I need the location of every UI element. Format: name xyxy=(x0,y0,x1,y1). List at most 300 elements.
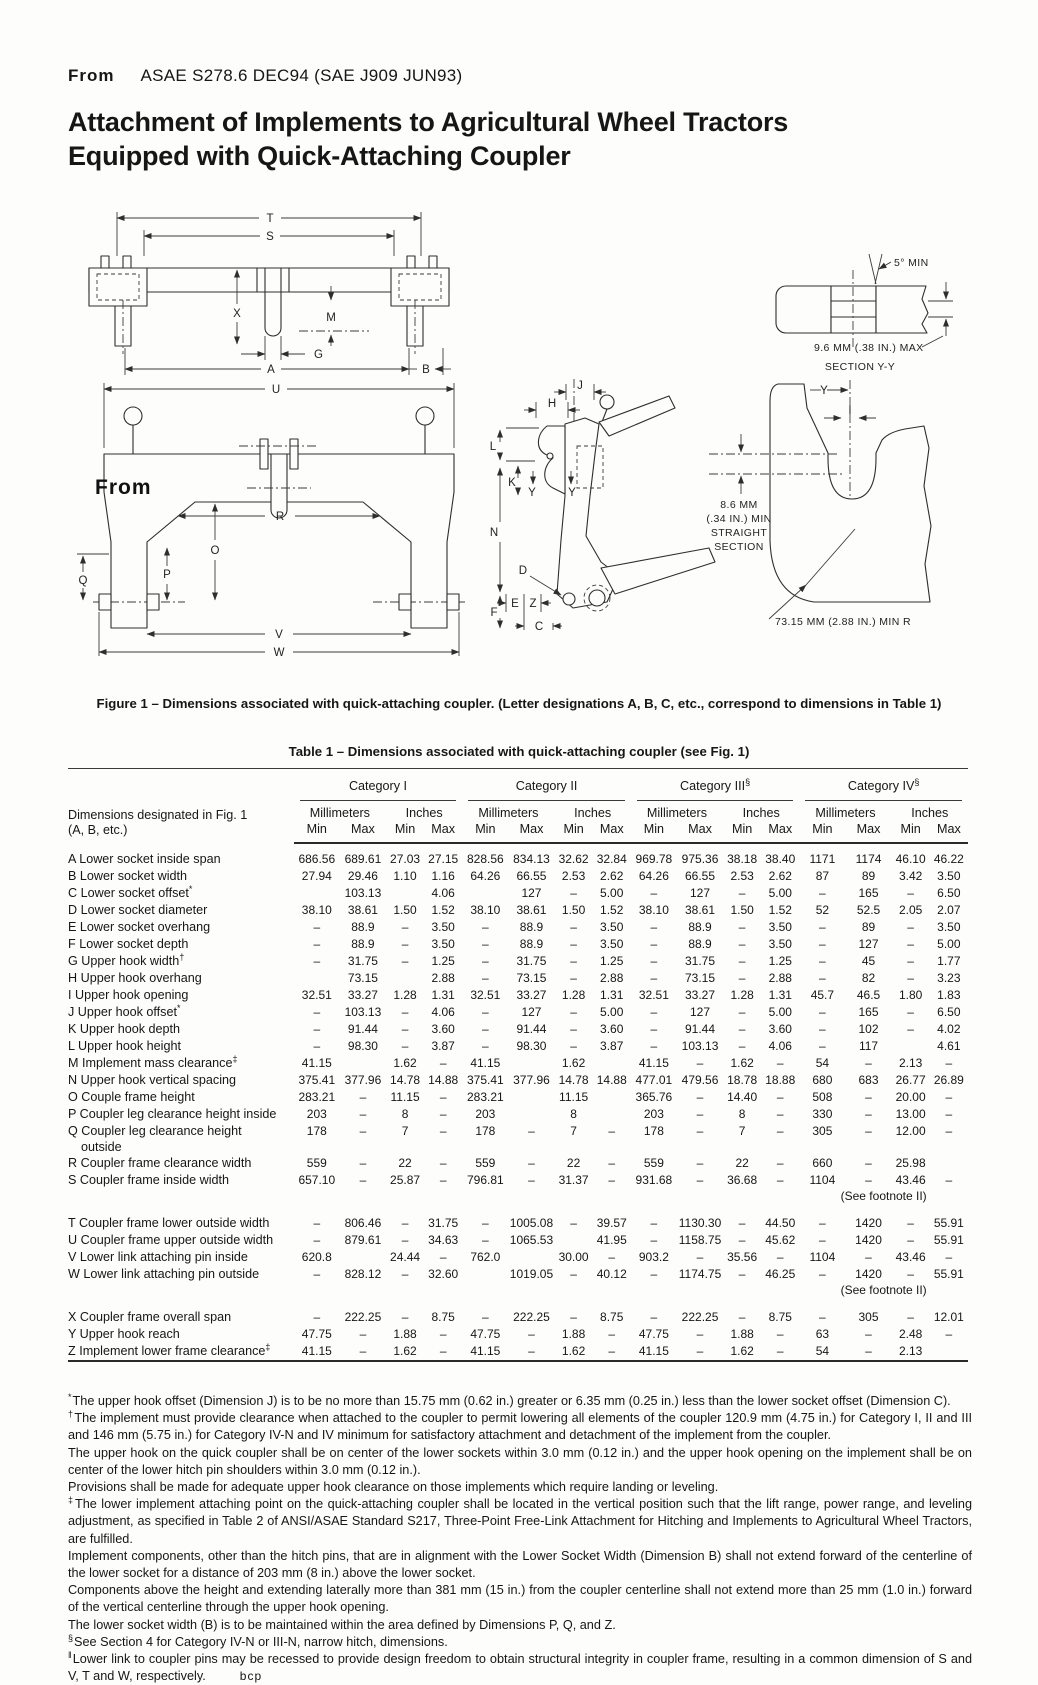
cell: 45.62 xyxy=(765,1233,796,1247)
cell: 5.00 xyxy=(600,1005,624,1019)
cell: 26.89 xyxy=(933,1073,964,1087)
cell: – xyxy=(439,1173,447,1187)
cell: 3.50 xyxy=(431,937,455,951)
cell: – xyxy=(401,1216,409,1230)
dim-label-K: K xyxy=(508,477,516,489)
cell: 32.62 xyxy=(558,852,589,866)
table-row xyxy=(68,1215,968,1232)
unit-header: Inches xyxy=(742,806,780,820)
cell: 2.53 xyxy=(561,869,586,883)
dim-label-H: H xyxy=(547,398,557,410)
cell: 127 xyxy=(690,886,711,900)
cell: 1.28 xyxy=(730,988,754,1002)
category-label: Category I xyxy=(300,779,457,801)
row-label: X Coupler frame overall span xyxy=(68,1310,232,1324)
row-label: I Upper hook opening xyxy=(68,988,189,1002)
cell: – xyxy=(650,971,658,985)
cell: 1.62 xyxy=(730,1344,754,1358)
cell: 88.9 xyxy=(351,920,375,934)
cell: 52.5 xyxy=(856,903,881,917)
cell: 828.56 xyxy=(466,852,504,866)
cell: 203 xyxy=(475,1107,496,1121)
row-label: J Upper hook offset* xyxy=(68,1004,181,1019)
cell: – xyxy=(439,1056,447,1070)
table-row xyxy=(68,1266,968,1283)
cell: 38.40 xyxy=(765,852,796,866)
spacer-cell xyxy=(68,1298,968,1309)
cell: – xyxy=(650,1267,658,1281)
cell: 6.50 xyxy=(937,886,961,900)
cell: 73.15 xyxy=(516,971,547,985)
cell: 73.15 xyxy=(347,971,378,985)
cell: 32.84 xyxy=(596,852,627,866)
cell: 25.98 xyxy=(895,1156,926,1170)
straight-section-line4: SECTION xyxy=(714,541,764,553)
cell: 3.42 xyxy=(898,869,923,883)
cell: 32.51 xyxy=(301,988,332,1002)
cell: 88.9 xyxy=(688,937,712,951)
table-row-continuation xyxy=(68,1140,968,1155)
cell: – xyxy=(907,1267,914,1281)
cell: 1174 xyxy=(855,852,882,866)
cell: – xyxy=(608,1124,616,1138)
cell: – xyxy=(608,1344,616,1358)
cell: 3.87 xyxy=(431,1039,455,1053)
source-line xyxy=(68,66,463,86)
table-note-row xyxy=(68,1283,968,1298)
footnote: ‡The lower implement attaching point on the quick-attaching coupler shall be located in the vertical position such that the lift range, power range, and leveling adjustment, as specified in Table 2 of ANSI/ASAE Standard S217, Three-Point Free-Link Attachment for Hitching and Implements to Agricultural Wheel Tractors, are fulfilled. xyxy=(68,1494,972,1546)
cell: 3.50 xyxy=(768,937,792,951)
footnote: †The implement must provide clearance when attached to the coupler to permit lowering all elements of the coupler 120.9 mm (4.75 in.) for Category I, II and III and 146 mm (5.75 in.) for Category IV-N and IV minimum for satisfactory attachment and detachment of the implement from the coupler. xyxy=(68,1408,972,1443)
cell: 32.51 xyxy=(638,988,669,1002)
minmax-header: Max xyxy=(340,820,386,843)
cell: – xyxy=(359,1107,367,1121)
cell: 14.40 xyxy=(727,1090,758,1104)
dim-label-U: U xyxy=(271,384,281,396)
cell: 31.75 xyxy=(428,1216,459,1230)
straight-section-line1: 8.6 MM xyxy=(720,499,758,511)
cell: 31.75 xyxy=(516,954,547,968)
row-label: K Upper hook depth xyxy=(68,1022,181,1036)
cell: 1420 xyxy=(855,1267,882,1281)
cell xyxy=(462,885,508,902)
cell: 12.01 xyxy=(933,1310,964,1324)
cell: – xyxy=(907,1310,914,1324)
cell: 4.61 xyxy=(937,1039,961,1053)
cell: – xyxy=(776,1090,784,1104)
cell: 7 xyxy=(401,1124,409,1138)
table-note: (See footnote II) xyxy=(840,1283,927,1297)
cell: 44.50 xyxy=(765,1216,796,1230)
dim-label-C: C xyxy=(534,621,544,633)
cell xyxy=(294,885,340,902)
cell: 14.88 xyxy=(596,1073,627,1087)
cell: – xyxy=(528,1124,535,1138)
category-header-3 xyxy=(631,769,800,802)
footnote: §See Section 4 for Category IV-N or III-N, narrow hitch, dimensions. xyxy=(68,1632,448,1649)
cell xyxy=(930,1343,968,1361)
dim-label-W: W xyxy=(273,647,285,659)
cell: 46.5 xyxy=(856,988,881,1002)
cell: 305 xyxy=(812,1124,833,1138)
cell: 11.15 xyxy=(559,1090,589,1104)
cell: – xyxy=(650,954,658,968)
cell: 55.91 xyxy=(933,1216,964,1230)
cell: – xyxy=(359,1090,367,1104)
cell: 559 xyxy=(306,1156,327,1170)
cell: – xyxy=(865,1173,872,1187)
cell: 7 xyxy=(738,1124,746,1138)
cell: 27.94 xyxy=(301,869,332,883)
cell: 7 xyxy=(570,1124,577,1138)
cell: – xyxy=(650,1039,658,1053)
cell: 559 xyxy=(475,1156,496,1170)
cell: – xyxy=(819,937,826,951)
cell: – xyxy=(570,920,577,934)
cell: 40.12 xyxy=(596,1267,627,1281)
cell: – xyxy=(865,1090,872,1104)
unit-header: Inches xyxy=(405,806,443,820)
dim-label-O: O xyxy=(210,545,220,557)
cell: 52 xyxy=(815,903,830,917)
cell: 64.26 xyxy=(470,869,501,883)
side-view-diagram xyxy=(490,379,715,633)
cell: 969.78 xyxy=(635,852,673,866)
cell: 27.03 xyxy=(390,852,421,866)
cell: – xyxy=(359,1173,367,1187)
cell: – xyxy=(570,971,577,985)
dim-label-R: R xyxy=(275,511,285,523)
cell: – xyxy=(570,886,577,900)
cell: 32.51 xyxy=(470,988,501,1002)
cell: – xyxy=(359,1156,367,1170)
minmax-header: Min xyxy=(631,820,677,843)
cell: – xyxy=(650,886,658,900)
cell: 5.00 xyxy=(600,886,624,900)
cell: 1.62 xyxy=(561,1056,586,1070)
cell: 1019.05 xyxy=(509,1267,554,1281)
section-yy-label: SECTION Y-Y xyxy=(824,361,896,373)
cell: 4.06 xyxy=(768,1039,792,1053)
minmax-header: Max xyxy=(845,820,891,843)
cell: 879.61 xyxy=(344,1233,382,1247)
cell: 103.13 xyxy=(344,1005,382,1019)
cell: – xyxy=(738,1039,746,1053)
cell: 975.36 xyxy=(681,852,719,866)
cell: – xyxy=(570,1039,577,1053)
table-row xyxy=(68,843,968,868)
cell: – xyxy=(696,1107,704,1121)
cell: 1.28 xyxy=(561,988,586,1002)
row-label: F Lower socket depth xyxy=(68,937,189,951)
cell: – xyxy=(439,1124,447,1138)
cell: – xyxy=(650,1216,658,1230)
table-row xyxy=(68,1172,968,1189)
cell: – xyxy=(313,1005,321,1019)
stub-line-2: (A, B, etc.) xyxy=(68,823,128,837)
cell: 66.55 xyxy=(685,869,716,883)
cell: – xyxy=(776,1173,784,1187)
row-label: Y Upper hook reach xyxy=(68,1327,180,1341)
cell: 38.10 xyxy=(301,903,332,917)
cell: – xyxy=(313,920,321,934)
cell: – xyxy=(528,1344,535,1358)
minmax-header: Min xyxy=(892,820,930,843)
cell: – xyxy=(481,971,489,985)
cell: 1.10 xyxy=(393,869,417,883)
page-title xyxy=(68,106,848,174)
cell: 203 xyxy=(643,1107,664,1121)
cell: 2.13 xyxy=(898,1056,923,1070)
table-row xyxy=(68,919,968,936)
cell: 91.44 xyxy=(347,1022,378,1036)
cell: 2.88 xyxy=(600,971,624,985)
cell: 828.12 xyxy=(344,1267,382,1281)
cell: – xyxy=(819,971,826,985)
cell: 2.07 xyxy=(937,903,961,917)
cell: – xyxy=(865,1056,872,1070)
cell: – xyxy=(313,1267,321,1281)
row-label: W Lower link attaching pin outside xyxy=(68,1267,260,1281)
cell: – xyxy=(865,1344,872,1358)
row-label: L Upper hook height xyxy=(68,1039,181,1053)
table-row xyxy=(68,1326,968,1343)
cell: – xyxy=(907,920,914,934)
cell: – xyxy=(481,1039,489,1053)
dim-label-J: J xyxy=(577,380,583,392)
minmax-header: Max xyxy=(677,820,723,843)
cell: – xyxy=(776,1124,784,1138)
table-row xyxy=(68,1249,968,1266)
dim-label-E: E xyxy=(511,598,519,610)
cell: 1065.53 xyxy=(509,1233,554,1247)
dimensions-table xyxy=(68,768,968,1362)
cell: 178 xyxy=(306,1124,327,1138)
cell: – xyxy=(481,920,489,934)
cell: 1.16 xyxy=(431,869,455,883)
cell: 330 xyxy=(812,1107,833,1121)
cell: – xyxy=(528,1156,535,1170)
minmax-header: Min xyxy=(723,820,761,843)
row-label: Z Implement lower frame clearance‡ xyxy=(68,1343,271,1358)
cell: 89 xyxy=(861,920,876,934)
cell: – xyxy=(608,1250,616,1264)
cell: 796.81 xyxy=(466,1173,504,1187)
row-label: A Lower socket inside span xyxy=(68,852,221,866)
cell: – xyxy=(819,1310,826,1324)
empty-cell xyxy=(294,1140,968,1155)
cell: 1.50 xyxy=(561,903,586,917)
spacer-cell xyxy=(68,1204,968,1215)
cell: 3.60 xyxy=(600,1022,624,1036)
cell: 43.46 xyxy=(895,1250,926,1264)
cell: 5.00 xyxy=(937,937,961,951)
cell: – xyxy=(313,1216,321,1230)
cell: – xyxy=(570,1310,577,1324)
unit-header: Millimeters xyxy=(478,806,539,820)
cell: – xyxy=(401,937,409,951)
cell: – xyxy=(819,886,826,900)
cell: 375.41 xyxy=(466,1073,504,1087)
cell xyxy=(892,1038,930,1055)
cell: 3.60 xyxy=(431,1022,455,1036)
cell: 1.62 xyxy=(393,1344,417,1358)
cell xyxy=(508,1089,554,1106)
cell: 1.50 xyxy=(730,903,754,917)
unit-header: Millimeters xyxy=(309,806,370,820)
cell: – xyxy=(738,1310,746,1324)
cell: – xyxy=(650,1022,658,1036)
cell: – xyxy=(738,1005,746,1019)
unit-header: Millimeters xyxy=(646,806,708,820)
cell: 41.15 xyxy=(301,1056,332,1070)
cell: 30.00 xyxy=(558,1250,589,1264)
cell: – xyxy=(608,1173,616,1187)
cell: 178 xyxy=(643,1124,664,1138)
cell: 88.9 xyxy=(519,937,544,951)
cell: 38.18 xyxy=(727,852,758,866)
table-row xyxy=(68,1309,968,1326)
cell: 680 xyxy=(812,1073,833,1087)
cell: 45.7 xyxy=(810,988,835,1002)
cell: 377.96 xyxy=(344,1073,382,1087)
cell: – xyxy=(481,1022,489,1036)
cell: – xyxy=(819,1005,826,1019)
table-row xyxy=(68,1038,968,1055)
dim-label-X: X xyxy=(233,308,241,320)
dim-label-Y-right: Y xyxy=(568,487,576,499)
cell: 13.00 xyxy=(895,1107,926,1121)
cell: – xyxy=(907,1216,914,1230)
cell: 3.50 xyxy=(768,920,792,934)
cell: – xyxy=(776,1056,784,1070)
cell: – xyxy=(738,1216,746,1230)
cell: 4.06 xyxy=(431,1005,455,1019)
cell: 3.60 xyxy=(768,1022,792,1036)
cell: 1104 xyxy=(809,1250,836,1264)
cell: 903.2 xyxy=(638,1250,669,1264)
cell: 31.75 xyxy=(347,954,378,968)
cell xyxy=(386,885,424,902)
figure-1-drawing xyxy=(69,196,969,668)
cell: 46.10 xyxy=(895,852,926,866)
figure-caption: Figure 1 – Dimensions associated with quick-attaching coupler. (Letter designations A, B, C, etc., correspond to dimensions in Table 1) xyxy=(96,696,942,711)
cell: – xyxy=(570,937,577,951)
cell: 1174.75 xyxy=(678,1267,722,1281)
cell: 1420 xyxy=(855,1216,882,1230)
row-label: E Lower socket overhang xyxy=(68,920,211,934)
dim-label-Y-left: Y xyxy=(528,487,536,499)
cell: – xyxy=(401,1233,409,1247)
cell: 38.61 xyxy=(516,903,547,917)
cell: – xyxy=(696,1250,704,1264)
cell: 479.56 xyxy=(681,1073,719,1087)
cell: 283.21 xyxy=(466,1090,504,1104)
cell: 98.30 xyxy=(347,1039,378,1053)
cell: – xyxy=(570,1216,577,1230)
minmax-header: Min xyxy=(462,820,508,843)
cell: 222.25 xyxy=(513,1310,550,1324)
cell: 38.10 xyxy=(470,903,501,917)
cell: 41.95 xyxy=(596,1233,627,1247)
cell: 41.15 xyxy=(638,1056,669,1070)
cell: – xyxy=(776,1156,784,1170)
cell: – xyxy=(359,1344,367,1358)
row-label: B Lower socket width xyxy=(68,869,187,883)
cell: 103.13 xyxy=(681,1039,719,1053)
cell: 178 xyxy=(475,1124,496,1138)
cell: 54 xyxy=(815,1056,830,1070)
cell: 3.50 xyxy=(600,920,624,934)
category-header-1 xyxy=(294,769,463,802)
cell: 35.56 xyxy=(727,1250,758,1264)
table-row xyxy=(68,936,968,953)
cell: 657.10 xyxy=(298,1173,336,1187)
cell: 1.88 xyxy=(561,1327,586,1341)
cell: 38.61 xyxy=(347,903,378,917)
cell: 34.63 xyxy=(428,1233,459,1247)
spacer-row xyxy=(68,1204,968,1215)
row-label: V Lower link attaching pin inside xyxy=(68,1250,248,1264)
cell: 1.80 xyxy=(898,988,923,1002)
cell: 165 xyxy=(858,1005,879,1019)
cell: 8.75 xyxy=(600,1310,624,1324)
footnote: Components above the height and extending laterally more than 381 mm (15 in.) from the coupler centerline shall not extend more than 25 mm (1.0 in.) forward of the vertical centerline through the upper hook opening. xyxy=(68,1583,972,1615)
dim-label-M: M xyxy=(326,312,336,324)
cell: – xyxy=(650,937,658,951)
cell: – xyxy=(313,1310,321,1324)
cell: 24.44 xyxy=(390,1250,421,1264)
cell: 2.05 xyxy=(898,903,923,917)
unit-header: Inches xyxy=(911,806,949,820)
cell: 27.15 xyxy=(428,852,459,866)
cell: 38.61 xyxy=(685,903,716,917)
dim-label-G: G xyxy=(314,349,323,361)
cell: 1.52 xyxy=(431,903,455,917)
hook-profile-diagram xyxy=(706,380,931,628)
front-view-diagram xyxy=(77,383,465,659)
cell: – xyxy=(481,1310,489,1324)
table-row xyxy=(68,953,968,970)
cell: – xyxy=(819,920,826,934)
cell: – xyxy=(819,1022,826,1036)
row-label: H Upper hook overhang xyxy=(68,971,202,985)
cell: 165 xyxy=(858,886,879,900)
cell: – xyxy=(570,1005,577,1019)
cell: – xyxy=(907,1022,914,1036)
cell: – xyxy=(696,1124,704,1138)
cell: – xyxy=(907,1005,914,1019)
cell: 18.78 xyxy=(727,1073,758,1087)
cell: – xyxy=(439,1327,447,1341)
cell: 2.62 xyxy=(600,869,624,883)
cell xyxy=(508,1249,554,1266)
row-label: N Upper hook vertical spacing xyxy=(68,1073,236,1087)
cell: 1.31 xyxy=(600,988,624,1002)
cell xyxy=(930,1155,968,1172)
cell: – xyxy=(738,1233,746,1247)
minmax-header: Max xyxy=(508,820,554,843)
cell: – xyxy=(696,1156,704,1170)
cell: – xyxy=(528,1173,535,1187)
table-row xyxy=(68,1123,968,1140)
spacer-row xyxy=(68,1298,968,1309)
cell: 686.56 xyxy=(298,852,336,866)
cell: – xyxy=(650,1310,658,1324)
table-row xyxy=(68,1021,968,1038)
dim-label-S: S xyxy=(266,231,274,243)
cell: – xyxy=(401,1005,409,1019)
